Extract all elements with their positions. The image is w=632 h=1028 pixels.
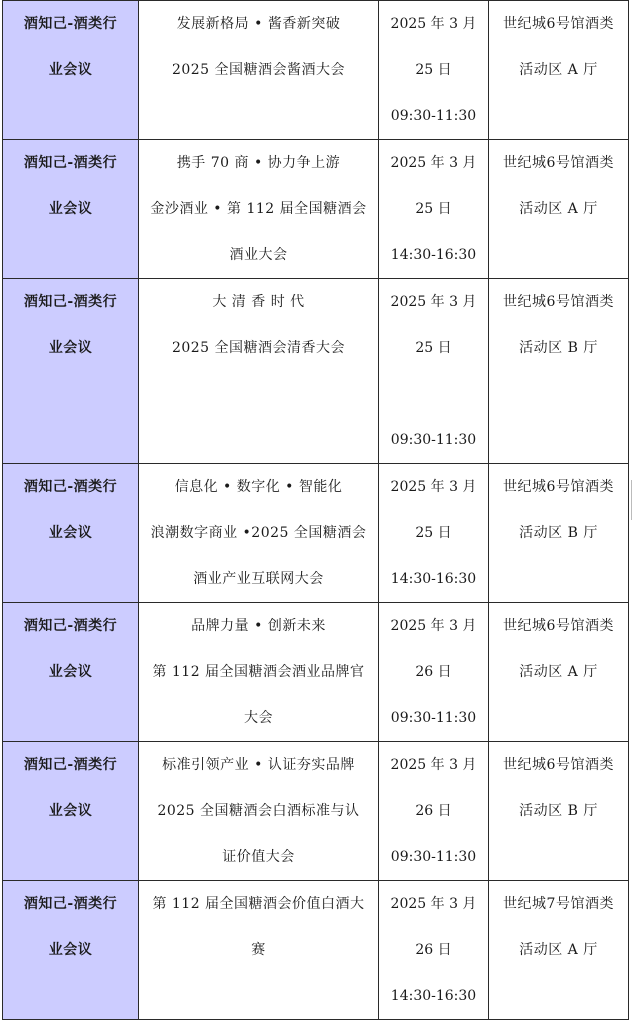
- organizer-cell: [3, 1, 139, 140]
- event-title-line: 大 清 香 时 代: [212, 294, 305, 310]
- location-line: 世纪城6号馆酒类: [503, 16, 614, 32]
- table-row: [3, 464, 629, 603]
- organizer-line: 酒知己-酒类行: [23, 896, 118, 912]
- event-title-line: 2025 全国糖酒会清香大会: [171, 340, 346, 356]
- location-line: 活动区 A 厅: [519, 62, 598, 78]
- event-date-line: 25 日: [415, 340, 452, 356]
- event-time: 09:30-11:30: [390, 108, 477, 124]
- event-title-line: 发展新格局 • 酱香新突破: [176, 16, 341, 32]
- event-date-line: 25 日: [415, 525, 452, 541]
- location-cell: [489, 603, 629, 742]
- datetime-cell: [379, 742, 489, 881]
- event-title-cell: [139, 742, 379, 881]
- location-line: 活动区 A 厅: [519, 201, 598, 217]
- event-time: 14:30-16:30: [390, 571, 477, 587]
- event-date-line: 25 日: [415, 201, 452, 217]
- event-date-line: 26 日: [415, 942, 452, 958]
- location-line: 活动区 A 厅: [519, 942, 598, 958]
- location-line: 世纪城6号馆酒类: [503, 757, 614, 773]
- organizer-line: 酒知己-酒类行: [23, 479, 118, 495]
- location-line: 活动区 B 厅: [519, 803, 598, 819]
- location-cell: [489, 881, 629, 1020]
- location-line: 活动区 B 厅: [519, 340, 598, 356]
- event-title-line: 第 112 届全国糖酒会价值白酒大: [152, 896, 365, 912]
- event-time: 09:30-11:30: [390, 849, 477, 865]
- organizer-line: 业会议: [48, 664, 93, 680]
- event-title-line: 第 112 届全国糖酒会酒业品牌官: [152, 664, 365, 680]
- event-title-cell: [139, 464, 379, 603]
- location-line: 世纪城6号馆酒类: [503, 294, 614, 310]
- organizer-line: 业会议: [48, 525, 93, 541]
- organizer-line: 酒知己-酒类行: [23, 16, 118, 32]
- organizer-line: 酒知己-酒类行: [23, 294, 118, 310]
- organizer-line: 业会议: [48, 340, 93, 356]
- event-time: 09:30-11:30: [390, 710, 477, 726]
- event-title-line: 浪潮数字商业 •2025 全国糖酒会: [150, 525, 367, 541]
- event-title-line: 赛: [251, 942, 266, 958]
- event-title-line: 金沙酒业 • 第 112 届全国糖酒会: [150, 201, 367, 217]
- organizer-line: 业会议: [48, 201, 93, 217]
- event-date-line: 2025 年 3 月: [390, 16, 477, 32]
- event-title-cell: [139, 279, 379, 464]
- datetime-cell: [379, 279, 489, 464]
- table-row: [3, 742, 629, 881]
- table-row: [3, 279, 629, 464]
- table-row: [3, 140, 629, 279]
- location-line: 世纪城6号馆酒类: [503, 155, 614, 171]
- event-title-line: 标准引领产业 • 认证夯实品牌: [162, 757, 355, 773]
- event-date-line: 2025 年 3 月: [390, 479, 477, 495]
- datetime-cell: [379, 603, 489, 742]
- event-title-line: 品牌力量 • 创新未来: [191, 618, 326, 634]
- location-cell: [489, 742, 629, 881]
- event-time: 14:30-16:30: [390, 988, 477, 1004]
- event-date-line: 2025 年 3 月: [390, 155, 477, 171]
- event-date-line: 25 日: [415, 62, 452, 78]
- cell-spacer: [379, 371, 488, 417]
- organizer-cell: [3, 603, 139, 742]
- location-line: 世纪城7号馆酒类: [503, 896, 614, 912]
- event-title-line: 2025 全国糖酒会白酒标准与认: [157, 803, 360, 819]
- event-title-line: 酒业产业互联网大会: [193, 571, 324, 587]
- event-title-line: 携手 70 商 • 协力争上游: [176, 155, 341, 171]
- location-line: 世纪城6号馆酒类: [503, 618, 614, 634]
- datetime-cell: [379, 881, 489, 1020]
- table-row: [3, 881, 629, 1020]
- event-title-line: 2025 全国糖酒会酱酒大会: [171, 62, 346, 78]
- event-date-line: 26 日: [415, 803, 452, 819]
- event-date-line: 2025 年 3 月: [390, 896, 477, 912]
- location-line: 活动区 A 厅: [519, 664, 598, 680]
- organizer-cell: [3, 140, 139, 279]
- organizer-line: 业会议: [48, 942, 93, 958]
- location-line: 活动区 B 厅: [519, 525, 598, 541]
- datetime-cell: [379, 140, 489, 279]
- event-date-line: 26 日: [415, 664, 452, 680]
- location-line: 世纪城6号馆酒类: [503, 479, 614, 495]
- event-title-line: 大会: [244, 710, 273, 726]
- location-cell: [489, 140, 629, 279]
- location-cell: [489, 1, 629, 140]
- event-date-line: 2025 年 3 月: [390, 294, 477, 310]
- datetime-cell: [379, 464, 489, 603]
- organizer-cell: [3, 279, 139, 464]
- table-row: [3, 603, 629, 742]
- event-title-line: 酒业大会: [229, 247, 288, 263]
- event-title-cell: [139, 140, 379, 279]
- organizer-line: 酒知己-酒类行: [23, 155, 118, 171]
- event-time: 14:30-16:30: [390, 247, 477, 263]
- datetime-cell: [379, 1, 489, 140]
- event-title-cell: [139, 1, 379, 140]
- event-title-line: 证价值大会: [222, 849, 295, 865]
- organizer-cell: [3, 742, 139, 881]
- organizer-cell: [3, 464, 139, 603]
- location-cell: [489, 279, 629, 464]
- organizer-cell: [3, 881, 139, 1020]
- table-row: [3, 1, 629, 140]
- organizer-line: 业会议: [48, 62, 93, 78]
- event-schedule-table: [2, 0, 629, 1020]
- event-date-line: 2025 年 3 月: [390, 757, 477, 773]
- organizer-line: 酒知己-酒类行: [23, 618, 118, 634]
- event-time: 09:30-11:30: [390, 432, 477, 448]
- organizer-line: 业会议: [48, 803, 93, 819]
- organizer-line: 酒知己-酒类行: [23, 757, 118, 773]
- event-date-line: 2025 年 3 月: [390, 618, 477, 634]
- event-title-cell: [139, 603, 379, 742]
- event-title-line: 信息化 • 数字化 • 智能化: [174, 479, 343, 495]
- event-title-cell: [139, 881, 379, 1020]
- location-cell: [489, 464, 629, 603]
